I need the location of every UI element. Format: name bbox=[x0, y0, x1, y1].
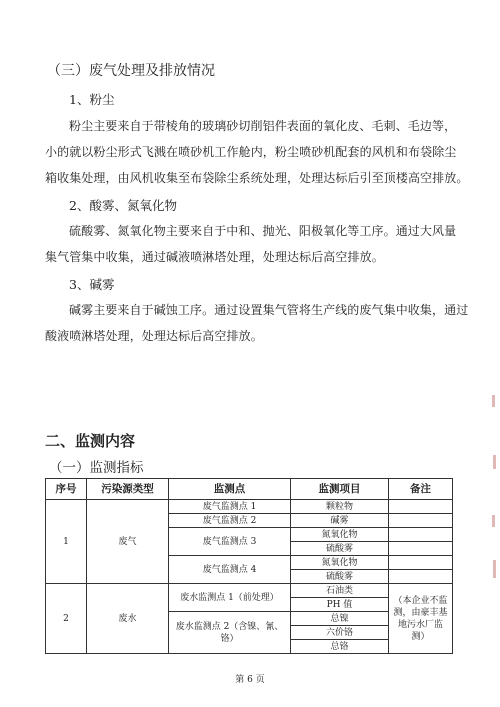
point: 废水监测点 2（含镍、氰、铬） bbox=[169, 612, 291, 654]
monitoring-table bbox=[45, 478, 453, 654]
dust-line-3: 箱收集处理，由风机收集至布袋除尘系统处理，处理达标后引至顶楼高空排放。 bbox=[45, 171, 469, 185]
item: 硫酸雾 bbox=[291, 570, 389, 584]
point: 废气监测点 2 bbox=[169, 514, 291, 528]
acid-line-1: 硫酸雾、氮氧化物主要来自于中和、抛光、阳极氧化等工序。通过大风量 bbox=[69, 224, 457, 238]
row-no: 1 bbox=[46, 500, 87, 584]
point: 废气监测点 3 bbox=[169, 528, 291, 556]
seal-mark bbox=[492, 395, 495, 407]
header-source-type: 污染源类型 bbox=[87, 479, 169, 500]
section-heading-emissions: （三）废气处理及排放情况 bbox=[47, 63, 215, 79]
item: 总铬 bbox=[291, 640, 389, 654]
remark bbox=[389, 542, 453, 556]
item: 石油类 bbox=[291, 584, 389, 598]
item: 碱雾 bbox=[291, 514, 389, 528]
remark bbox=[389, 556, 453, 570]
seal-mark bbox=[493, 455, 496, 469]
acid-line-2: 集气管集中收集，通过碱液喷淋塔处理，处理达标后高空排放。 bbox=[45, 250, 384, 264]
header-point: 监测点 bbox=[169, 479, 291, 500]
row-no: 2 bbox=[46, 584, 87, 654]
source-type: 废气 bbox=[87, 500, 169, 584]
table-row bbox=[46, 500, 453, 514]
section-heading-monitoring: 二、监测内容 bbox=[45, 432, 136, 450]
dust-line-1: 粉尘主要来自于带棱角的玻璃砂切削铝件表面的氧化皮、毛刺、毛边等， bbox=[69, 119, 457, 133]
item-title-alkali-mist: 3、碱雾 bbox=[69, 277, 115, 292]
table-header-row bbox=[46, 479, 453, 500]
point: 废水监测点 1（前处理） bbox=[169, 584, 291, 612]
header-no: 序号 bbox=[46, 479, 87, 500]
header-item: 监测项目 bbox=[291, 479, 389, 500]
page-number: 第 6 页 bbox=[235, 675, 265, 685]
dust-line-2: 小的就以粉尘形式飞溅在喷砂机工作舱内，粉尘喷砂机配套的风机和布袋除尘 bbox=[45, 145, 457, 159]
point: 废气监测点 1 bbox=[169, 500, 291, 514]
item: PH 值 bbox=[291, 598, 389, 612]
source-type: 废水 bbox=[87, 584, 169, 654]
item: 氮氧化物 bbox=[291, 528, 389, 542]
alkali-line-1: 碱雾主要来自于碱蚀工序。通过设置集气管将生产线的废气集中收集，通过 bbox=[69, 303, 469, 317]
remark bbox=[389, 570, 453, 584]
item: 颗粒物 bbox=[291, 500, 389, 514]
item: 总镍 bbox=[291, 612, 389, 626]
point: 废气监测点 4 bbox=[169, 556, 291, 584]
remark-note: （本企业不监测，由豪丰基地污水厂监测） bbox=[389, 584, 453, 654]
sub-heading-indicators: （一）监测指标 bbox=[49, 460, 144, 476]
item-title-acid-mist: 2、酸雾、氮氧化物 bbox=[69, 198, 177, 213]
seal-mark bbox=[492, 515, 495, 527]
header-remark: 备注 bbox=[389, 479, 453, 500]
item: 氮氧化物 bbox=[291, 556, 389, 570]
item-title-dust: 1、粉尘 bbox=[69, 92, 115, 107]
item: 硫酸雾 bbox=[291, 542, 389, 556]
alkali-line-2: 酸液喷淋塔处理，处理达标后高空排放。 bbox=[45, 329, 263, 343]
seal-mark bbox=[493, 560, 496, 578]
table-row bbox=[46, 584, 453, 598]
remark bbox=[389, 500, 453, 514]
remark bbox=[389, 514, 453, 528]
item: 六价铬 bbox=[291, 626, 389, 640]
remark bbox=[389, 528, 453, 542]
